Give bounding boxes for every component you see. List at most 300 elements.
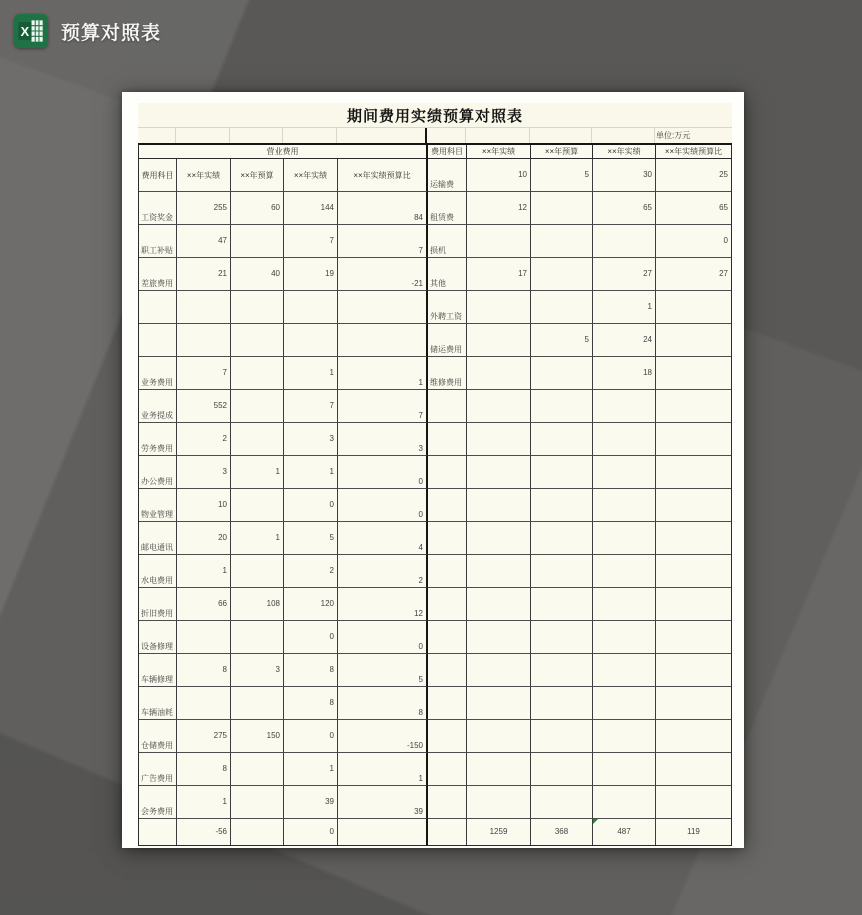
table-cell: [656, 588, 731, 621]
cell-comment-marker: [593, 819, 598, 824]
table-cell: [467, 159, 531, 192]
table-cell: [467, 357, 531, 390]
cell-value: 27: [643, 269, 652, 278]
table-cell: [338, 324, 428, 357]
cell-value: 5: [584, 170, 589, 179]
table-cell: [139, 555, 177, 588]
table-cell: [593, 423, 656, 456]
cell-value: 3: [418, 444, 423, 453]
table-cell: [467, 192, 531, 225]
window-header: [14, 14, 161, 48]
table-cell: [139, 720, 177, 753]
table-cell: [138, 128, 176, 143]
table-cell: [531, 720, 593, 753]
table-cell: [139, 588, 177, 621]
table-cell: [428, 555, 467, 588]
table-cell: [231, 390, 284, 423]
cell-value: 0: [329, 827, 334, 836]
table-cell: [593, 324, 656, 357]
cell-value: 8: [222, 764, 227, 773]
table-row: [139, 786, 731, 819]
table-cell: [177, 357, 231, 390]
table-cell: [656, 324, 731, 357]
cell-value: 368: [554, 827, 569, 836]
table-row: [139, 291, 731, 324]
cell-label: 差旅费用: [141, 279, 173, 288]
table-cell: [338, 522, 428, 555]
table-cell: [467, 654, 531, 687]
table-cell: [531, 489, 593, 522]
table-cell: [656, 555, 731, 588]
table-cell: [338, 819, 428, 845]
table-row: [139, 456, 731, 489]
table-cell: [338, 555, 428, 588]
cell-value: 0: [329, 500, 334, 509]
table-cell: [531, 324, 593, 357]
table-cell: [338, 654, 428, 687]
table-row: [139, 390, 731, 423]
table-cell: [428, 720, 467, 753]
table-cell: [177, 225, 231, 258]
table-cell: [467, 687, 531, 720]
table-cell: [467, 324, 531, 357]
cell-value: 8: [329, 698, 334, 707]
table-cell: [177, 654, 231, 687]
table-cell: [593, 654, 656, 687]
table-cell: [231, 324, 284, 357]
cell-value: 19: [325, 269, 334, 278]
table-cell: [177, 258, 231, 291]
band-header-row: [139, 145, 731, 159]
cell-value: 0: [418, 477, 423, 486]
cell-value: 7: [329, 236, 334, 245]
table-cell: [428, 390, 467, 423]
cell-value: 4: [418, 543, 423, 552]
table-cell: [231, 588, 284, 621]
table-cell: [231, 621, 284, 654]
table-cell: [139, 621, 177, 654]
table-cell: [592, 128, 655, 143]
cell-value: 144: [320, 203, 334, 212]
table-cell: [531, 390, 593, 423]
cell-value: 2: [418, 576, 423, 585]
cell-value: 7: [329, 401, 334, 410]
svg-text:X: X: [20, 23, 30, 39]
total-row: [139, 819, 731, 845]
cell-value: -56: [215, 827, 227, 836]
table-cell: [531, 819, 593, 845]
cell-value: 119: [687, 827, 700, 836]
table-cell: [428, 324, 467, 357]
cell-value: 7: [418, 411, 423, 420]
table-cell: [656, 786, 731, 819]
cell-value: 30: [643, 170, 652, 179]
cell-value: 552: [213, 401, 227, 410]
expense-table: [138, 103, 732, 846]
table-cell: [177, 786, 231, 819]
cell-label: 外聘工资: [430, 312, 462, 321]
table-cell: [337, 128, 427, 143]
table-cell: [139, 423, 177, 456]
cell-value: 66: [218, 599, 227, 608]
header-cell: ××年实绩: [593, 145, 656, 159]
table-cell: [231, 753, 284, 786]
table-cell: [284, 258, 338, 291]
cell-label: 运输费: [430, 180, 454, 189]
sheet-title: 期间费用实绩预算对照表: [138, 103, 732, 127]
table-cell: [656, 423, 731, 456]
cell-label: 办公费用: [141, 477, 173, 486]
table-cell: [139, 522, 177, 555]
table-cell: [428, 159, 467, 192]
table-cell: [656, 225, 731, 258]
table-cell: [656, 357, 731, 390]
cell-value: 7: [222, 368, 227, 377]
table-cell: [139, 225, 177, 258]
table-cell: [428, 258, 467, 291]
cell-label: 业务费用: [141, 378, 173, 387]
table-cell: [230, 128, 283, 143]
table-cell: [231, 192, 284, 225]
table-cell: [428, 357, 467, 390]
cell-value: 5: [329, 533, 334, 542]
table-cell: [139, 324, 177, 357]
table-cell: [593, 687, 656, 720]
table-cell: [531, 522, 593, 555]
cell-value: 2: [222, 434, 227, 443]
table-cell: [593, 588, 656, 621]
table-cell: [656, 456, 731, 489]
table-cell: [177, 192, 231, 225]
table-cell: [338, 753, 428, 786]
table-cell: [531, 786, 593, 819]
table-cell: [593, 489, 656, 522]
table-cell: [177, 819, 231, 845]
table-cell: [231, 555, 284, 588]
table-row: [139, 489, 731, 522]
cell-value: -21: [411, 279, 423, 288]
table-cell: [284, 753, 338, 786]
table-cell: [284, 357, 338, 390]
cell-label: 业务提成: [141, 411, 173, 420]
table-row: [139, 753, 731, 786]
table-cell: [284, 489, 338, 522]
table-cell: [231, 786, 284, 819]
cell-value: 1: [418, 378, 423, 387]
table-cell: [428, 819, 467, 845]
cell-value: 20: [218, 533, 227, 542]
table-cell: [176, 128, 230, 143]
cell-value: 1: [329, 467, 334, 476]
table-row: [139, 258, 731, 291]
table-cell: [428, 192, 467, 225]
table-cell: [177, 324, 231, 357]
table-cell: [284, 687, 338, 720]
table-cell: [593, 357, 656, 390]
cell-value: 275: [213, 731, 227, 740]
table-cell: [139, 786, 177, 819]
cell-value: 1: [329, 764, 334, 773]
cell-value: 10: [518, 170, 527, 179]
table-cell: [177, 522, 231, 555]
table-cell: [656, 159, 731, 192]
table-row: [139, 522, 731, 555]
cell-label: 储运费用: [430, 345, 462, 354]
table-cell: [428, 786, 467, 819]
table-cell: [284, 819, 338, 845]
cell-value: 1: [275, 533, 280, 542]
table-cell: [177, 588, 231, 621]
table-cell: [338, 258, 428, 291]
table-cell: [467, 621, 531, 654]
table-cell: [656, 753, 731, 786]
cell-value: 39: [414, 807, 423, 816]
header-cell: ××年实绩预算比: [656, 145, 731, 159]
cell-value: 27: [719, 269, 728, 278]
table-cell: [428, 423, 467, 456]
cell-value: -150: [406, 741, 423, 750]
table-cell: [531, 555, 593, 588]
cell-value: 120: [320, 599, 334, 608]
table-cell: [338, 720, 428, 753]
cell-value: 65: [643, 203, 652, 212]
header-cell: 费用科目: [139, 159, 177, 192]
table-cell: [231, 258, 284, 291]
cell-value: 8: [222, 665, 227, 674]
table-cell: [338, 225, 428, 258]
table-cell: [593, 225, 656, 258]
cell-label: 水电费用: [141, 576, 173, 585]
table-cell: [531, 456, 593, 489]
table-cell: [467, 786, 531, 819]
table-cell: [531, 357, 593, 390]
table-cell: [593, 258, 656, 291]
table-cell: [338, 357, 428, 390]
header-cell: ××年实绩预算比: [338, 159, 428, 192]
table-cell: [338, 687, 428, 720]
table-cell: [428, 489, 467, 522]
table-cell: [531, 291, 593, 324]
cell-value: 255: [213, 203, 227, 212]
cell-value: 1: [222, 797, 227, 806]
cell-value: 8: [418, 708, 423, 717]
table-cell: [531, 159, 593, 192]
table-cell: [531, 753, 593, 786]
cell-value: 3: [275, 665, 280, 674]
cell-value: 47: [218, 236, 227, 245]
cell-value: 0: [418, 642, 423, 651]
cell-label: 物业管理: [141, 510, 173, 519]
cell-value: 12: [518, 203, 527, 212]
table-row: [139, 225, 731, 258]
table-cell: [284, 555, 338, 588]
table-row: [139, 357, 731, 390]
cell-value: 2: [329, 566, 334, 575]
table-cell: [656, 654, 731, 687]
cell-value: 24: [643, 335, 652, 344]
table-cell: [531, 258, 593, 291]
table-cell: [593, 522, 656, 555]
cell-label: 仓储费用: [141, 741, 173, 750]
table-grid: [138, 143, 732, 846]
app-title: 预算对照表: [61, 22, 162, 44]
table-cell: [139, 489, 177, 522]
table-cell: [467, 819, 531, 845]
table-cell: [593, 555, 656, 588]
cell-value: 39: [325, 797, 334, 806]
table-cell: [139, 654, 177, 687]
cell-value: 65: [719, 203, 728, 212]
table-cell: [231, 423, 284, 456]
table-cell: [593, 456, 656, 489]
header-cell: ××年实绩: [177, 159, 231, 192]
table-cell: [428, 225, 467, 258]
table-cell: [338, 489, 428, 522]
header-cell: ××年实绩: [284, 159, 338, 192]
table-cell: [284, 456, 338, 489]
table-cell: [231, 687, 284, 720]
table-cell: [338, 291, 428, 324]
table-cell: [427, 128, 466, 143]
table-cell: [139, 192, 177, 225]
table-row: [139, 687, 731, 720]
table-cell: [656, 192, 731, 225]
table-cell: [177, 687, 231, 720]
table-cell: [177, 621, 231, 654]
table-cell: [177, 720, 231, 753]
cell-value: 18: [643, 368, 652, 377]
table-cell: [656, 390, 731, 423]
table-cell: [467, 291, 531, 324]
table-cell: [284, 390, 338, 423]
table-cell: [284, 522, 338, 555]
table-cell: [593, 621, 656, 654]
table-cell: [338, 588, 428, 621]
table-cell: [428, 291, 467, 324]
table-cell: [593, 390, 656, 423]
table-cell: [467, 390, 531, 423]
table-cell: [593, 720, 656, 753]
table-cell: [467, 225, 531, 258]
table-cell: [593, 819, 656, 845]
cell-value: 1: [222, 566, 227, 575]
table-cell: [467, 720, 531, 753]
header-cell: ××年预算: [531, 145, 593, 159]
table-cell: [531, 225, 593, 258]
table-cell: [139, 258, 177, 291]
table-cell: [231, 489, 284, 522]
cell-label: 设备修理: [141, 642, 173, 651]
table-cell: [531, 654, 593, 687]
table-cell: [338, 423, 428, 456]
table-cell: [531, 621, 593, 654]
table-cell: [467, 456, 531, 489]
table-cell: [467, 489, 531, 522]
table-cell: [428, 654, 467, 687]
table-row: [139, 720, 731, 753]
table-cell: [593, 291, 656, 324]
cell-label: 广告费用: [141, 774, 173, 783]
table-cell: [177, 753, 231, 786]
cell-value: 0: [329, 731, 334, 740]
cell-label: 其他: [430, 279, 446, 288]
table-cell: [467, 588, 531, 621]
table-cell: [231, 456, 284, 489]
table-cell: [284, 621, 338, 654]
table-cell: [467, 522, 531, 555]
table-row: [139, 159, 731, 192]
cell-value: 10: [218, 500, 227, 509]
table-cell: [593, 786, 656, 819]
table-cell: [338, 192, 428, 225]
table-cell: [284, 588, 338, 621]
header-cell: 费用科目: [428, 145, 467, 159]
cell-value: 21: [218, 269, 227, 278]
table-cell: [428, 621, 467, 654]
cell-value: 3: [222, 467, 227, 476]
table-cell: [531, 423, 593, 456]
table-cell: [139, 819, 177, 845]
cell-label: 工资奖金: [141, 213, 173, 222]
table-cell: [593, 192, 656, 225]
table-cell: [593, 159, 656, 192]
table-cell: [231, 522, 284, 555]
cell-label: 邮电通讯: [141, 543, 173, 552]
table-cell: [656, 291, 731, 324]
cell-value: 17: [518, 269, 527, 278]
band-label: 营业费用: [139, 145, 428, 159]
table-cell: [428, 522, 467, 555]
cell-label: 折旧费用: [141, 609, 173, 618]
table-cell: [177, 423, 231, 456]
cell-value: 5: [584, 335, 589, 344]
cell-value: 0: [329, 632, 334, 641]
table-row: [139, 423, 731, 456]
table-row: [139, 588, 731, 621]
table-cell: [139, 357, 177, 390]
cell-label: 劳务费用: [141, 444, 173, 453]
header-cell: ××年预算: [231, 159, 284, 192]
cell-value: 1: [329, 368, 334, 377]
cell-label: 租赁费: [430, 213, 454, 222]
header-cell: ××年实绩: [467, 145, 531, 159]
table-cell: [428, 687, 467, 720]
table-row: [139, 555, 731, 588]
spreadsheet-page: [122, 92, 744, 848]
unit-row: [138, 127, 732, 143]
table-cell: [284, 423, 338, 456]
cell-label: 损机: [430, 246, 446, 255]
table-cell: [177, 456, 231, 489]
table-cell: [139, 687, 177, 720]
table-row: [139, 324, 731, 357]
table-cell: [177, 390, 231, 423]
table-cell: [656, 522, 731, 555]
table-cell: [467, 258, 531, 291]
table-cell: [284, 225, 338, 258]
table-cell: [428, 588, 467, 621]
cell-label: 车辆修理: [141, 675, 173, 684]
table-cell: [656, 687, 731, 720]
table-cell: [284, 654, 338, 687]
table-cell: [284, 291, 338, 324]
table-cell: [231, 819, 284, 845]
table-cell: [338, 456, 428, 489]
table-cell: [428, 753, 467, 786]
table-cell: [428, 456, 467, 489]
table-cell: [284, 786, 338, 819]
table-cell: [531, 192, 593, 225]
